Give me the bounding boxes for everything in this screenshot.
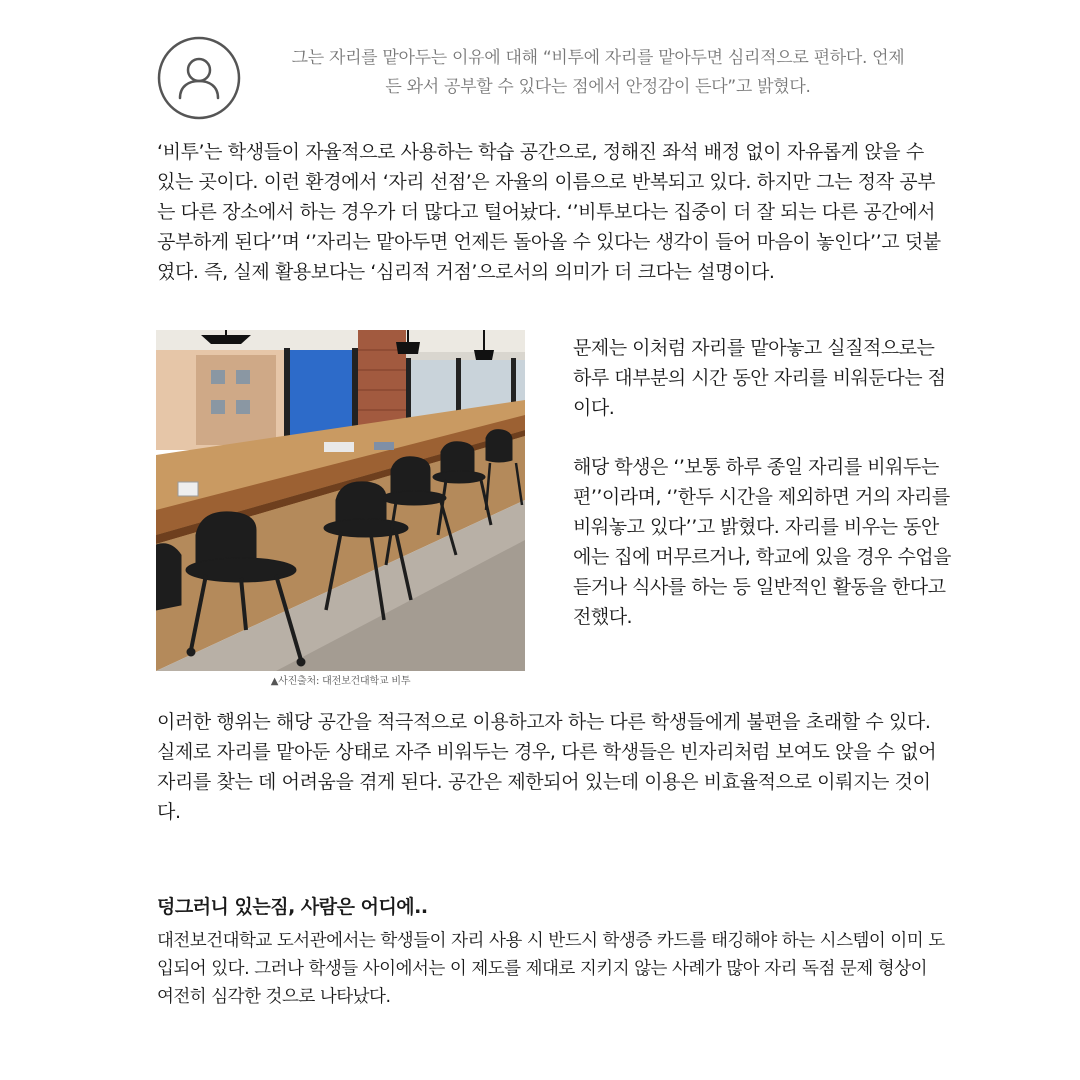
quote-block <box>157 36 947 122</box>
study-space-illustration <box>156 330 525 671</box>
article-paragraph-3: 해당 학생은 ‘’보통 하루 종일 자리를 비워두는 편’’이라며, ‘’한두 시간을 제외하면 거의 자리를 비워놓고 있다’’고 밝혔다. 자리를 비우는 동안에는 집에 머무르거나, 학교에 있을 경우 수업을 듣거나 식사를 하는 등 일반적인 활동을 한다고 전했다. <box>573 456 952 628</box>
quote-line-1: 그는 자리를 맡아두는 이유에 대해 “비투에 자리를 맡아두면 심리적으로 편하다. 언제 <box>291 48 905 68</box>
article-paragraph-4: 이러한 행위는 해당 공간을 적극적으로 이용하고자 하는 다른 학생들에게 불편을 초래할 수 있다. 실제로 자리를 맡아둔 상태로 자주 비워두는 경우, 다른 학생들은 빈자리처럼 보여도 앉을 수 없어 자리를 찾는 데 어려움을 겪게 된다. 공간은 제한되어 있는데 이용은 비효율적으로 이뤄지는 것이다. <box>157 711 937 823</box>
article-paragraph-5: 대전보건대학교 도서관에서는 학생들이 자리 사용 시 반드시 학생증 카드를 태깅해야 하는 시스템이 이미 도입되어 있다. 그러나 학생들 사이에서는 이 제도를 제대로 지키지 않는 사례가 많아 자리 독점 문제 형상이 여전히 심각한 것으로 나타났다. <box>157 931 945 1007</box>
article-paragraph-1: ‘비투’는 학생들이 자율적으로 사용하는 학습 공간으로, 정해진 좌석 배정 없이 자유롭게 앉을 수 있는 곳이다. 이런 환경에서 ‘자리 선점’은 자율의 이름으로 반복되고 있다. 하지만 그는 정작 공부는 다른 장소에서 하는 경우가 더 많다고 털어놨다. ‘’비투보다는 집중이 더 잘 되는 다른 공간에서 공부하게 된다’’며 ‘’자리는 맡아두면 언제든 돌아올 수 있다는 생각이 들어 마음이 놓인다’’고 덧붙였다. 즉, 실제 활용보다는 ‘심리적 거점’으로서의 의미가 더 크다는 설명이다. <box>157 141 941 283</box>
section-subheading: 덩그러니 있는짐, 사람은 어디에.. <box>157 896 428 918</box>
study-space-photo <box>156 330 525 671</box>
quote-text <box>273 44 923 102</box>
user-avatar-icon <box>157 36 241 120</box>
photo-caption: ▲사진출처: 대전보건대학교 비투 <box>270 676 411 687</box>
quote-line-2: 든 와서 공부할 수 있다는 점에서 안정감이 든다”고 밝혔다. <box>385 77 811 97</box>
article-paragraph-2: 문제는 이처럼 자리를 맡아놓고 실질적으로는 하루 대부분의 시간 동안 자리를 비워둔다는 점이다. <box>573 337 946 419</box>
